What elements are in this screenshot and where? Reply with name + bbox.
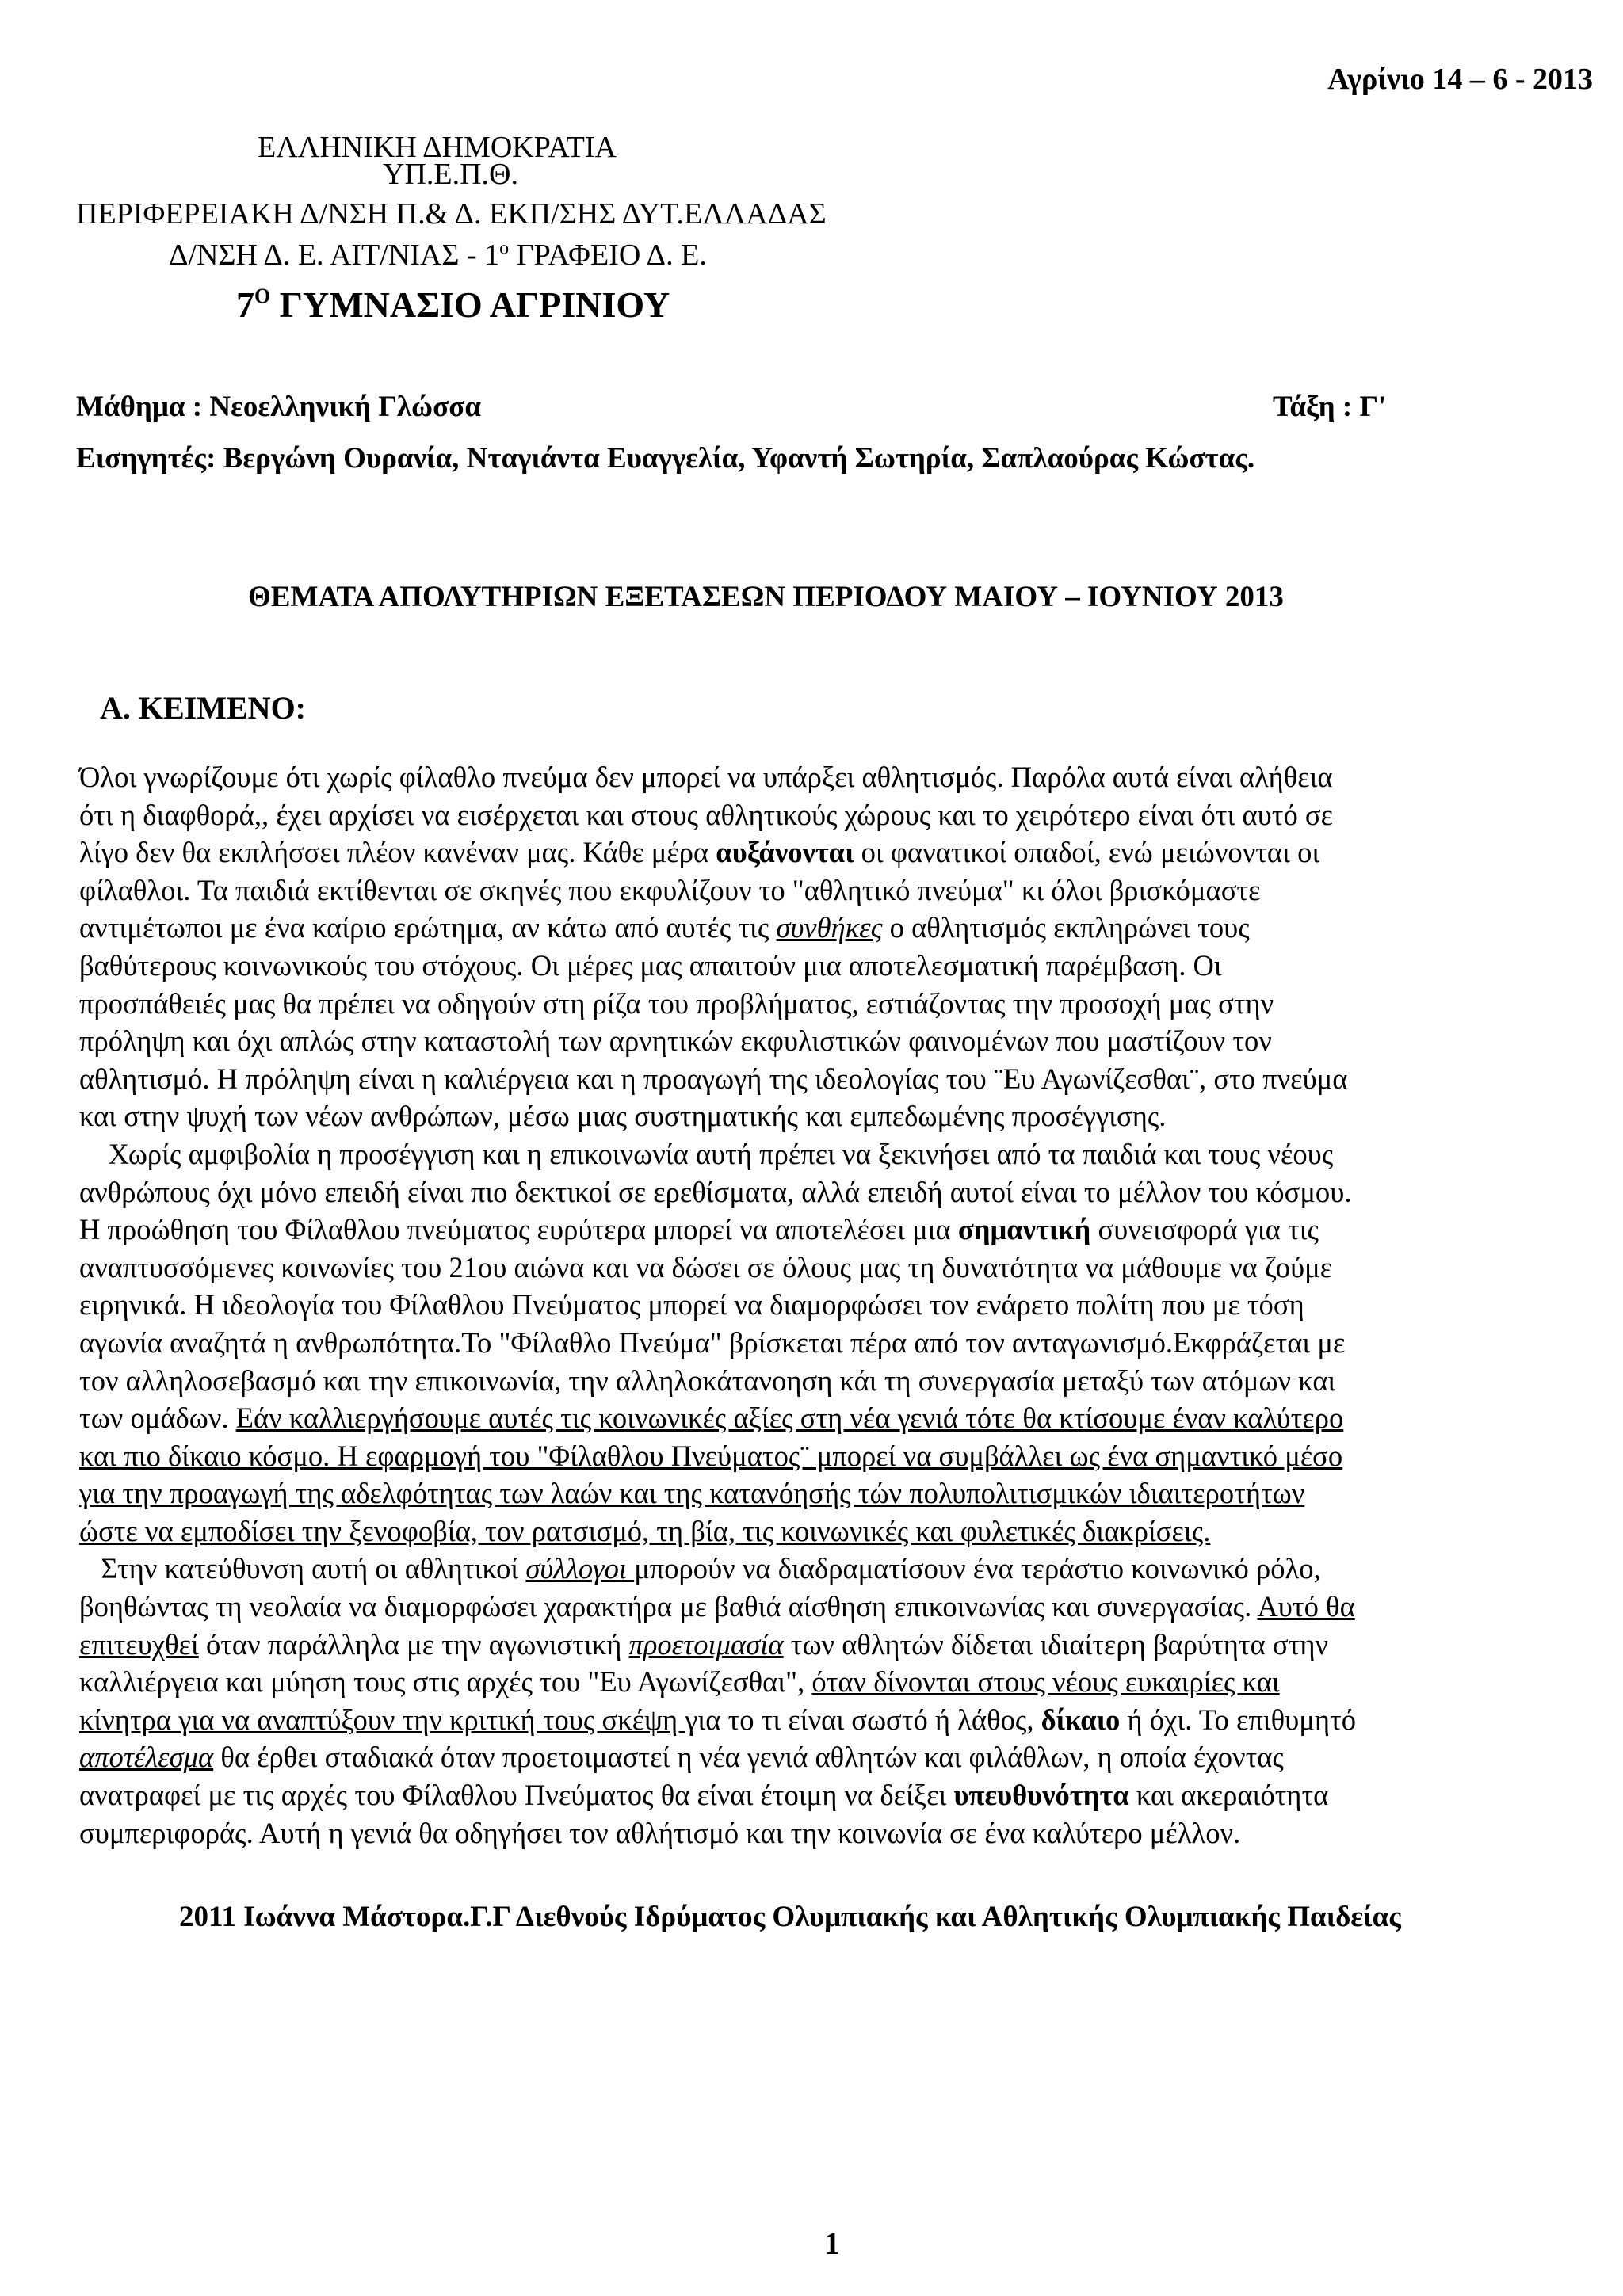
text-line: κίνητρα για να αναπτύξουν την κριτική τους σκέψη για το τι είναι σωστό ή λάθος, δίκαιο ή όχι. Το επιθυμητό — [79, 1703, 1356, 1736]
page-number: 1 — [824, 2225, 840, 2261]
underlined-text: επιτευχθεί — [79, 1627, 199, 1661]
underlined-text: όταν δίνονται στους νέους ευκαιρίες και — [812, 1665, 1280, 1699]
lesson-label: Μάθημα : Νεοελληνική Γλώσσα — [76, 391, 482, 423]
passage-text — [79, 758, 1569, 1852]
text-line: Η προώθηση του Φίλαθλου πνεύματος ευρύτερα μπορεί να αποτελέσει μια σημαντική συνεισφορά για τις — [79, 1213, 1319, 1246]
underlined-text: Εάν καλλιεργήσουμε αυτές τις κοινωνικές αξίες στη νέα γενιά τότε θα κτίσουμε έναν καλύτερο — [235, 1402, 1344, 1435]
header-directorate-office: Δ/ΝΣΗ Δ. Ε. $AIT/NIA\Sigma - 1^o$ ΓΡΑΦΕΙΟ Δ. Ε. — [169, 238, 707, 272]
text-line: Στην κατεύθυνση αυτή οι αθλητικοί σύλλογοι μπορούν να διαδραματίσουν ένα τεράστιο κοινωνικό ρόλο, — [79, 1552, 1321, 1585]
text-line: ότι η διαφθορά,, έχει αρχίσει να εισέρχεται και στους αθλητικούς χώρους και το χειρότερο είναι ότι αυτό σε — [79, 798, 1333, 831]
header-ministry: ΥΠ.Ε.Π.Θ. — [383, 158, 518, 191]
text-line: φίλαθλοι. Τα παιδιά εκτίθενται σε σκηνές που εκφυλίζουν το "αθλητικό πνεύμα" κι όλοι βρισκόμαστε — [79, 873, 1261, 906]
text-line: Χωρίς αμφιβολία η προσέγγιση και η επικοινωνία αυτή πρέπει να ξεκινήσει από τα παιδιά και τους νέους — [79, 1137, 1334, 1170]
emphasis-word: σημαντική — [957, 1213, 1091, 1246]
text-line: συμπεριφοράς. Αυτή η γενιά θα οδηγήσει τον αθλήτισμό και την κοινωνία σε ένα καλύτερο μέλλον. — [79, 1816, 1241, 1849]
exam-title: ΘΕΜΑΤΑ ΑΠΟΛΥΤΗΡΙΩΝ ΕΞΕΤΑΣΕΩΝ ΠΕΡΙΟΔΟΥ ΜΑΙΟΥ – ΙΟΥΝΙΟΥ 2013 — [248, 581, 1284, 613]
text-line: βοηθώντας τη νεολαία να διαμορφώσει χαρακτήρα με βαθιά αίσθηση επικοινωνίας και συνεργασίας. Αυτό θα — [79, 1590, 1355, 1623]
emphasis-word: αποτέλεσμα — [79, 1741, 214, 1774]
text-line: αναπτυσσόμενες κοινωνίες του 21ου αιώνα και να δώσει σε όλους μας τη δυνατότητα να μάθουμε να ζούμε — [79, 1250, 1333, 1283]
underlined-text-line: ώστε να εμποδίσει την ξενοφοβία, τον ρατσισμό, τη βία, τις κοινωνικές και φυλετικές διακρίσεις. — [79, 1514, 1211, 1547]
underlined-text: κίνητρα για να αναπτύξουν την κριτική τους σκέψη — [79, 1703, 685, 1736]
text-line: λίγο δεν θα εκπλήσσει πλέον κανέναν μας. Κάθε μέρα αυξάνονται οι φανατικοί οπαδοί, ενώ μειώνονται οι — [79, 836, 1320, 869]
underlined-text-line: και πιο δίκαιο κόσμο. Η εφαρμογή του "Φίλαθλου Πνεύματος¨ μπορεί να συμβάλλει ως ένα σημαντικό μέσο — [79, 1439, 1343, 1472]
text-line: ανατραφεί με τις αρχές του Φίλαθλου Πνεύματος θα είναι έτοιμη να δείξει υπευθυνότητα και ακεραιότητα — [79, 1779, 1329, 1812]
text-line: βαθύτερους κοινωνικούς του στόχους. Οι μέρες μας απαιτούν μια αποτελεσματική παρέμβαση. Οι — [79, 948, 1222, 982]
emphasis-word: αυξάνονται — [716, 836, 854, 869]
text-line: αποτέλεσμα θα έρθει σταδιακά όταν προετοιμαστεί η νέα γενιά αθλητών και φιλάθλων, η οποία έχοντας — [79, 1741, 1284, 1774]
class-label: Τάξη : Γ' — [1273, 391, 1387, 423]
emphasis-word: προετοιμασία — [628, 1627, 784, 1661]
text-line: τον αλληλοσεβασμό και την επικοινωνία, την αλληλοκάτανοηση κάι τη συνεργασία μεταξύ των ατόμων και — [79, 1363, 1336, 1397]
text-line: των ομάδων. Εάν καλλιεργήσουμε αυτές τις κοινωνικές αξίες στη νέα γενιά τότε θα κτίσουμε έναν καλύτερο — [79, 1402, 1344, 1435]
header-regional-directorate: ΠΕΡΙΦΕΡΕΙΑΚΗ Δ/ΝΣΗ Π.& Δ. ΕΚΠ/ΣΗΣ ΔΥΤ.ΕΛΛΑΔΑΣ — [76, 197, 827, 231]
underlined-text-line: για την προαγωγή της αδελφότητας των λαών και της κατανόησής τών πολυπολιτισμικών ιδιαιτεροτήτων — [79, 1477, 1305, 1510]
text-line: αντιμέτωποι με ένα καίριο ερώτημα, αν κάτω από αυτές τις συνθήκες ο αθλητισμός εκπληρώνει τους — [79, 911, 1250, 944]
text-line: προσπάθειές μας θα πρέπει να οδηγούν στη ρίζα του προβλήματος, εστιάζοντας την προσοχή μας στην — [79, 986, 1274, 1020]
header-republic: ΕΛΛΗΝΙΚΗ ΔΗΜΟΚΡΑΤΙΑ — [258, 131, 617, 164]
text-line: και στην ψυχή των νέων ανθρώπων, μέσω μιας συστηματικής και εμπεδωμένης προσέγγισης. — [79, 1100, 1167, 1133]
text-line: επιτευχθεί όταν παράλληλα με την αγωνιστική προετοιμασία των αθλητών δίδεται ιδιαίτερη βαρύτητα στην — [79, 1627, 1329, 1661]
source-citation: 2011 Ιωάννα Μάστορα.Γ.Γ Διεθνούς Ιδρύματος Ολυμπιακής και Αθλητικής Ολυμπιακής Παιδείας — [179, 1901, 1401, 1933]
text-line: πρόληψη και όχι απλώς στην καταστολή των αρνητικών εκφυλιστικών φαινομένων που μαστίζουν τον — [79, 1024, 1272, 1058]
text-line: ανθρώπους όχι μόνο επειδή είναι πιο δεκτικοί σε ερεθίσματα, αλλά επειδή αυτοί είναι το μέλλον του κόσμου. — [79, 1175, 1352, 1208]
text-line: αθλητισμό. Η πρόληψη είναι η καλιέργεια και η προαγωγή της ιδεολογίας του ¨Ευ Αγωνίζεσθαι¨, στο πνεύμα — [79, 1062, 1348, 1095]
text-line: αγωνία αναζητά η ανθρωπότητα.Το "Φίλαθλο Πνεύμα" βρίσκεται πέρα από τον ανταγωνισμό.Εκφράζεται με — [79, 1325, 1346, 1359]
section-title: Α. ΚΕΙΜΕΝΟ: — [100, 690, 306, 726]
emphasis-word: υπευθυνότητα — [953, 1779, 1129, 1812]
emphasis-word: δίκαιο — [1041, 1703, 1121, 1736]
authors-label: Εισηγητές: Βεργώνη Ουρανία, Νταγιάντα Ευαγγελία, Υφαντή Σωτηρία, Σαπλαούρας Κώστας. — [76, 442, 1255, 475]
text-line: καλλιέργεια και μύηση τους στις αρχές του "Ευ Αγωνίζεσθαι", όταν δίνονται στους νέους ευκαιρίες και — [79, 1665, 1280, 1699]
text-line: Όλοι γνωρίζουμε ότι χωρίς φίλαθλο πνεύμα δεν μπορεί να υπάρξει αθλητισμός. Παρόλα αυτά είναι αλήθεια — [79, 761, 1333, 793]
school-name: $7^O$ ΓΥΜΝΑΣΙΟ ΑΓΡΙΝΙΟΥ — [236, 284, 670, 325]
text-line: ειρηνικά. Η ιδεολογία του Φίλαθλου Πνεύματος μπορεί να διαμορφώσει τον ενάρετο πολίτη που με τόση — [79, 1288, 1304, 1322]
emphasis-word: συνθήκες — [776, 911, 883, 944]
underlined-text: Αυτό θα — [1257, 1590, 1355, 1623]
document-date: Αγρίνιο 14 – 6 - 2013 — [1327, 63, 1593, 96]
emphasis-word: σύλλογοι — [525, 1552, 635, 1585]
